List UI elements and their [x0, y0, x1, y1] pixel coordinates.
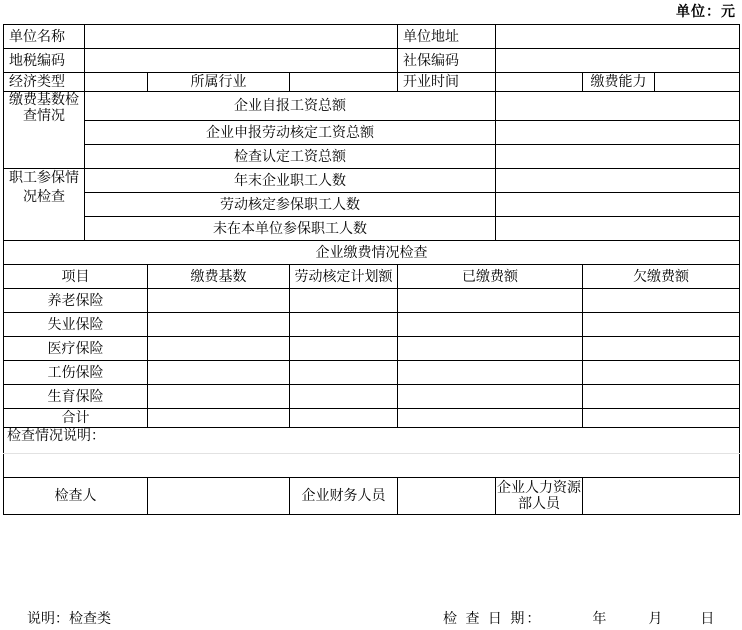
notes-body-row [4, 454, 740, 478]
row-tax-code [4, 49, 740, 73]
unit-name-label: 单位名称 [4, 25, 85, 49]
unit-address-field[interactable] [496, 25, 740, 49]
finance-field[interactable] [398, 478, 496, 515]
medical-paid[interactable] [398, 337, 583, 361]
total-paid[interactable] [398, 409, 583, 428]
pension-paid[interactable] [398, 289, 583, 313]
row-unit-name [4, 25, 740, 49]
payment-row [4, 289, 740, 313]
unemployment-base[interactable] [148, 313, 290, 337]
signature-row [4, 478, 740, 515]
tax-code-field[interactable] [85, 49, 398, 73]
finance-label: 企业财务人员 [290, 478, 398, 515]
base-item-self-report: 企业自报工资总额 [85, 92, 496, 121]
injury-paid[interactable] [398, 361, 583, 385]
base-row-3 [4, 145, 740, 169]
unit-label: 单位：元 [676, 4, 736, 20]
unemployment-planned[interactable] [290, 313, 398, 337]
medical-owed[interactable] [583, 337, 740, 361]
header-owed: 欠缴费额 [583, 265, 740, 289]
notes-label: 检查情况说明： [4, 428, 740, 454]
base-section-heading: 缴费基数检查情况 [4, 92, 85, 169]
notes-field[interactable] [4, 454, 740, 478]
hr-field[interactable] [583, 478, 740, 515]
date-month: 月 [648, 611, 665, 627]
pay-ability-label: 缴费能力 [583, 73, 655, 92]
base-row-2 [4, 121, 740, 145]
footer-note: 说明：检查类 [27, 611, 111, 627]
maternity-base[interactable] [148, 385, 290, 409]
staff-value-uninsured[interactable] [496, 217, 740, 241]
payment-item-injury: 工伤保险 [4, 361, 148, 385]
industry-field[interactable] [290, 73, 398, 92]
payment-header-row [4, 265, 740, 289]
open-time-field[interactable] [496, 73, 583, 92]
unemployment-paid[interactable] [398, 313, 583, 337]
maternity-owed[interactable] [583, 385, 740, 409]
staff-item-year-end: 年末企业职工人数 [85, 169, 496, 193]
payment-row [4, 361, 740, 385]
staff-row-3 [4, 217, 740, 241]
base-value-self-report[interactable] [496, 92, 740, 121]
total-planned[interactable] [290, 409, 398, 428]
unit-address-label: 单位地址 [398, 25, 496, 49]
inspection-form [3, 24, 740, 515]
header-paid: 已缴费额 [398, 265, 583, 289]
pension-planned[interactable] [290, 289, 398, 313]
total-owed[interactable] [583, 409, 740, 428]
staff-value-year-end[interactable] [496, 169, 740, 193]
payment-row [4, 337, 740, 361]
medical-base[interactable] [148, 337, 290, 361]
injury-base[interactable] [148, 361, 290, 385]
social-code-field[interactable] [496, 49, 740, 73]
footer-date [443, 608, 716, 628]
base-value-confirmed[interactable] [496, 145, 740, 169]
inspector-field[interactable] [148, 478, 290, 515]
notes-label-row [4, 428, 740, 454]
maternity-planned[interactable] [290, 385, 398, 409]
payment-item-total: 合计 [4, 409, 148, 428]
payment-item-medical: 医疗保险 [4, 337, 148, 361]
payment-item-maternity: 生育保险 [4, 385, 148, 409]
inspector-label: 检查人 [4, 478, 148, 515]
header-planned: 劳动核定计划额 [290, 265, 398, 289]
industry-label: 所属行业 [148, 73, 290, 92]
unit-name-field[interactable] [85, 25, 398, 49]
date-year: 年 [592, 611, 609, 627]
payment-row [4, 313, 740, 337]
econ-type-label: 经济类型 [4, 73, 85, 92]
payment-row [4, 385, 740, 409]
unemployment-owed[interactable] [583, 313, 740, 337]
maternity-paid[interactable] [398, 385, 583, 409]
base-item-declared: 企业申报劳动核定工资总额 [85, 121, 496, 145]
base-item-confirmed: 检查认定工资总额 [85, 145, 496, 169]
row-econ-type [4, 73, 740, 92]
total-base[interactable] [148, 409, 290, 428]
staff-item-approved: 劳动核定参保职工人数 [85, 193, 496, 217]
staff-row-2 [4, 193, 740, 217]
payment-item-unemployment: 失业保险 [4, 313, 148, 337]
medical-planned[interactable] [290, 337, 398, 361]
base-value-declared[interactable] [496, 121, 740, 145]
staff-value-approved[interactable] [496, 193, 740, 217]
staff-item-uninsured: 未在本单位参保职工人数 [85, 217, 496, 241]
econ-type-field[interactable] [85, 73, 148, 92]
pension-owed[interactable] [583, 289, 740, 313]
payment-item-pension: 养老保险 [4, 289, 148, 313]
tax-code-label: 地税编码 [4, 49, 85, 73]
date-day: 日 [700, 611, 717, 627]
payment-row [4, 409, 740, 428]
pay-ability-field[interactable] [655, 73, 740, 92]
staff-row-1 [4, 169, 740, 193]
hr-label: 企业人力资源部人员 [496, 478, 583, 515]
payment-section-title: 企业缴费情况检查 [4, 241, 740, 265]
header-item: 项目 [4, 265, 148, 289]
pension-base[interactable] [148, 289, 290, 313]
injury-planned[interactable] [290, 361, 398, 385]
header-base: 缴费基数 [148, 265, 290, 289]
staff-section-heading: 职工参保情况检查 [4, 169, 85, 241]
date-label: 检 查 日 期： [443, 611, 543, 627]
injury-owed[interactable] [583, 361, 740, 385]
open-time-label: 开业时间 [398, 73, 496, 92]
social-code-label: 社保编码 [398, 49, 496, 73]
payment-title-row [4, 241, 740, 265]
base-row-1 [4, 92, 740, 121]
